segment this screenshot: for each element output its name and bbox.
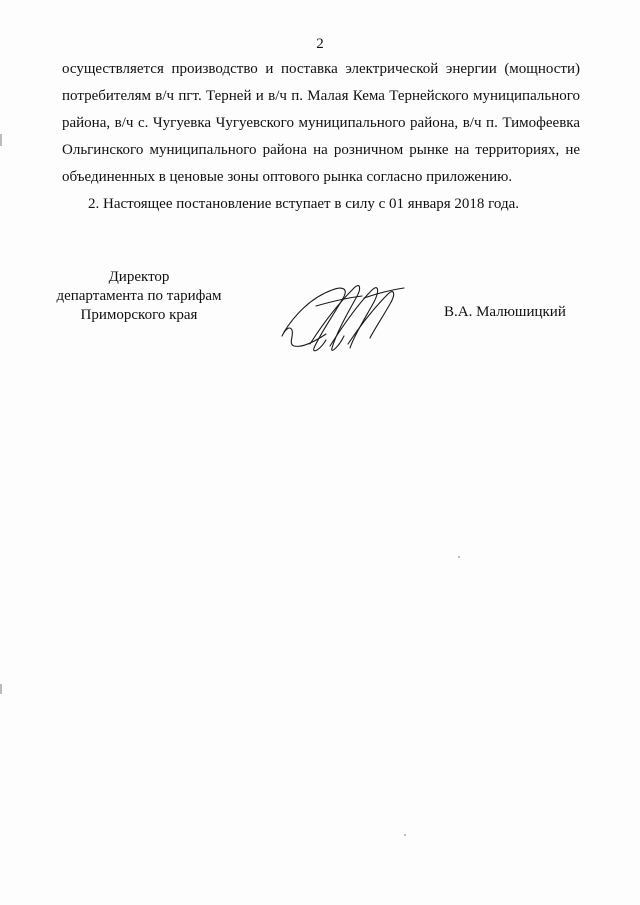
- scan-speck: [458, 556, 460, 558]
- signatory-position-line: департамента по тарифам: [56, 288, 222, 304]
- paragraph-effective-date: 2. Настоящее постановление вступает в силу с 01 января 2018 года.: [88, 196, 520, 212]
- handwritten-signature: [280, 276, 410, 358]
- signer-name: В.А. Малюшицкий: [444, 304, 566, 320]
- scan-edge-mark: [0, 134, 2, 146]
- signatory-position: [44, 268, 234, 325]
- paragraph-continuation: осуществляется производство и поставка электрической энергии (мощности) потребителям в/ч пгт. Терней и в/ч п. Малая Кема Тернейского муниципального района, в/ч с. Чугуевка Чугуевского муниципального района, в/ч п. Тимофеевка Ольгинского муниципального района на розничном рынке на территориях, не объединенных в ценовые зоны оптового рынка согласно приложению.: [62, 61, 580, 185]
- scan-edge-mark: [0, 684, 2, 694]
- page-number: 2: [316, 36, 324, 52]
- signatory-position-line: Директор: [108, 269, 170, 285]
- signature-block: [30, 268, 630, 358]
- scan-speck: [404, 834, 406, 836]
- document-body: [62, 56, 580, 218]
- signatory-position-line: Приморского края: [80, 307, 198, 323]
